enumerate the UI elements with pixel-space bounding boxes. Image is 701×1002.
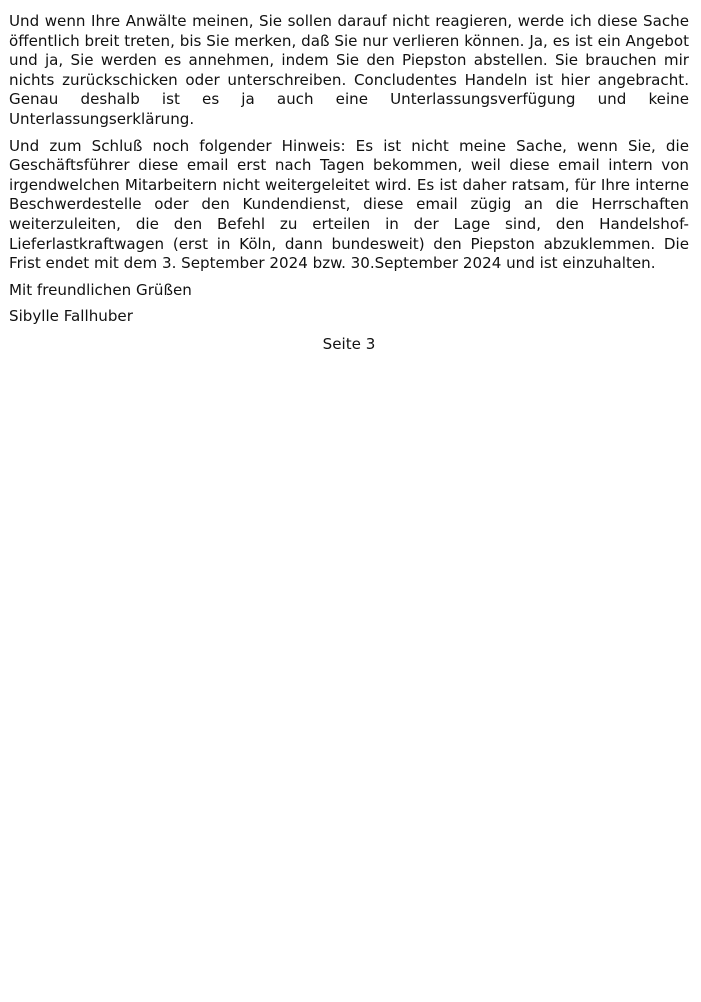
signature-name: Sibylle Fallhuber (9, 307, 133, 326)
document-page (9, 12, 689, 355)
page-number: Seite 3 (322, 334, 376, 353)
closing-salutation: Mit freundlichen Grüßen (9, 280, 192, 299)
body-paragraph-1: Und wenn Ihre Anwälte meinen, Sie sollen darauf nicht reagieren, werde ich diese Sache öffentlich breit treten, bis Sie merken, daß Sie nur verlieren können. Ja, es ist ein Angebot und ja, Sie werden es annehmen, indem Sie den Piepston abstellen. Sie brauchen mir nichts zurückschicken oder unterschreiben. Concludentes Handeln ist hier angebracht. Genau deshalb ist es ja auch eine Unterlassungsverfügung und keine Unterlassungserklärung. (9, 12, 689, 128)
body-paragraph-2: Und zum Schluß noch folgender Hinweis: Es ist nicht meine Sache, wenn Sie, die Geschäftsführer diese email erst nach Tagen bekommen, weil diese email intern von irgendwelchen Mitarbeitern nicht weitergeleitet wird. Es ist daher ratsam, für Ihre interne Beschwerdestelle oder den Kundendienst, diese email zügig an die Herrschaften weiterzuleiten, die den Befehl zu erteilen in der Lage sind, den Handelshof-Lieferlastkraftwagen (erst in Köln, dann bundesweit) den Piepston abzuklemmen. Die Frist endet mit dem 3. September 2024 bzw. 30.September 2024 und ist einzuhalten. (9, 136, 689, 273)
